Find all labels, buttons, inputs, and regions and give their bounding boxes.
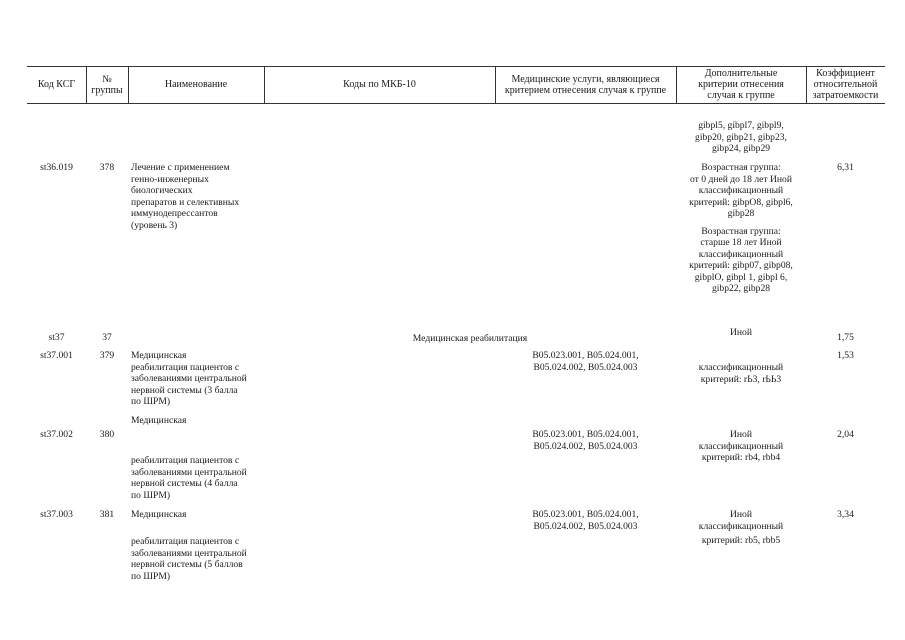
criteria-text: критерий: rЬ3, rЬЬ3 — [700, 373, 782, 385]
name-text: Лечение с применением — [131, 162, 230, 173]
criteria-text: критерий: rb4, rbb4 — [701, 452, 781, 463]
criteria-text: старше 18 лет Иной — [700, 237, 782, 248]
code-text: st37 — [48, 332, 65, 343]
section-title — [264, 333, 676, 345]
row-services — [495, 429, 676, 452]
header-coef-label: относительной — [813, 79, 878, 90]
name-text: Медицинская — [131, 415, 187, 426]
name-text: препаратов и селективных — [131, 196, 240, 208]
row-name — [131, 536, 264, 582]
row-code — [27, 332, 86, 344]
name-text: иммунодепрессантов — [131, 208, 218, 219]
section-title-text: Медицинская реабилитация — [412, 333, 528, 344]
header-group-no — [86, 66, 128, 103]
criteria-text: классификационный — [698, 362, 784, 373]
coef-text: 1,75 — [837, 332, 854, 343]
row-name-lead — [131, 509, 264, 521]
row-coefficient — [806, 429, 885, 441]
row-name — [131, 455, 264, 501]
criteria-text: gibp22, gibp28 — [711, 283, 771, 294]
services-text: B05.023.001, B05.024.001, — [532, 509, 639, 520]
row-group — [86, 332, 128, 344]
coef-text: 1,53 — [837, 350, 854, 361]
services-text: B05.024.002, B05.024.003 — [533, 520, 638, 532]
name-text: реабилитация пациентов с — [131, 455, 240, 466]
group-text: 381 — [99, 509, 115, 520]
group-text: 37 — [102, 332, 112, 343]
criteria-text: Иной — [730, 327, 752, 338]
name-text: заболеваниями центральной — [131, 373, 247, 384]
header-coef-label: Коэффициент — [816, 68, 875, 79]
coef-text: 2,04 — [837, 429, 854, 440]
header-code-label: Код КСГ — [37, 79, 76, 90]
header-services-label: Медицинские услуги, являющиеся — [511, 73, 660, 85]
header-extra-label: критерии отнесения — [698, 79, 784, 90]
row-name-lead — [131, 415, 264, 427]
row-services — [495, 350, 676, 373]
name-text: нервной системы (3 балла — [131, 384, 238, 396]
row-criteria — [676, 362, 806, 385]
row-services — [495, 509, 676, 532]
row-criteria — [676, 327, 806, 339]
row-code — [27, 350, 86, 362]
name-text: заболеваниями центральной — [131, 547, 247, 559]
row-criteria — [676, 509, 806, 547]
header-extra-criteria — [676, 66, 806, 103]
header-icd — [264, 66, 495, 103]
name-text: по ШРМ) — [131, 489, 171, 501]
name-text: заболеваниями центральной — [131, 466, 247, 478]
row-criteria — [676, 429, 806, 464]
criteria-text: Иной — [730, 509, 752, 520]
services-text: B05.024.002, B05.024.003 — [533, 440, 638, 452]
group-text: 379 — [99, 350, 115, 361]
criteria-text: классификационный — [698, 248, 784, 260]
criteria-text: Возрастная группа: — [701, 162, 781, 173]
code-text: st37.003 — [40, 509, 73, 520]
row-code — [27, 429, 86, 441]
criteria-text: классификационный — [698, 520, 784, 532]
name-text: генно-инженерных — [131, 173, 209, 185]
criteria-continuation — [676, 120, 806, 155]
row-group — [86, 429, 128, 441]
header-icd-label: Коды по МКБ-10 — [343, 79, 416, 90]
header-name-label: Наименование — [164, 79, 228, 90]
row-name — [131, 350, 264, 408]
row-code — [27, 162, 86, 174]
name-text: нервной системы (4 балла — [131, 478, 238, 489]
row-code — [27, 509, 86, 521]
criteria-text: от 0 дней до 18 лет Иной — [690, 173, 792, 185]
criteria-text: критерий: gibpO8, gibpl6, — [689, 196, 793, 208]
name-text: Медицинская — [131, 350, 187, 361]
criteria-text: критерий: rb5, rbb5 — [701, 535, 781, 546]
code-text: st36.019 — [40, 162, 73, 173]
row-coefficient — [806, 332, 885, 344]
header-bottom-rule — [27, 103, 885, 104]
header-extra-label: Дополнительные — [704, 68, 778, 79]
header-code — [27, 66, 86, 103]
criteria-text: gibp20, gibp21, gibp23, — [695, 131, 787, 143]
name-text: по ШРМ) — [131, 396, 171, 407]
row-group — [86, 350, 128, 362]
row-coefficient — [806, 162, 885, 174]
row-group — [86, 509, 128, 521]
criteria-text: классификационный — [698, 440, 784, 452]
name-text: (уровень 3) — [131, 219, 178, 231]
services-text: B05.024.002, B05.024.003 — [533, 361, 638, 373]
header-services-label: критерием отнесения случая к группе — [504, 84, 667, 96]
criteria-text: gibplO, gibpl 1, gibpl 6, — [694, 271, 788, 283]
header-coef-label: затратоемкости — [812, 90, 879, 101]
group-text: 380 — [99, 429, 115, 440]
header-name — [128, 66, 264, 103]
name-text: по ШРМ) — [131, 570, 171, 582]
row-coefficient — [806, 509, 885, 521]
criteria-text: gibp28 — [727, 208, 755, 219]
code-text: st37.002 — [40, 429, 73, 440]
row-coefficient — [806, 350, 885, 362]
name-text: Медицинская — [131, 509, 187, 520]
row-name — [131, 162, 264, 231]
coef-text: 6,31 — [837, 162, 854, 173]
criteria-text: Иной — [730, 429, 752, 440]
criteria-text: классификационный — [698, 185, 784, 196]
criteria-text: gibp24, gibp29 — [711, 143, 771, 154]
criteria-text: gibpl5, gibpl7, gibpl9, — [698, 120, 784, 131]
criteria-text: Возрастная группа: — [701, 225, 781, 237]
coef-text: 3,34 — [837, 509, 854, 520]
code-text: st37.001 — [40, 350, 73, 361]
row-group — [86, 162, 128, 174]
header-extra-label: случая к группе — [707, 90, 775, 101]
name-text: реабилитация пациентов с — [131, 361, 240, 373]
services-text: B05.023.001, B05.024.001, — [532, 429, 639, 440]
header-services — [495, 66, 676, 103]
header-coefficient — [806, 66, 885, 103]
header-group-no-label: группы — [91, 84, 123, 96]
name-text: реабилитация пациентов с — [131, 536, 240, 547]
header-group-no-label: № — [102, 73, 112, 85]
name-text: нервной системы (5 баллов — [131, 559, 243, 570]
services-text: B05.023.001, B05.024.001, — [532, 350, 639, 361]
group-text: 378 — [99, 162, 115, 173]
criteria-text: критерий: gibp07, gibp08, — [689, 260, 793, 271]
name-text: биологических — [131, 185, 193, 196]
row-criteria — [676, 162, 806, 298]
